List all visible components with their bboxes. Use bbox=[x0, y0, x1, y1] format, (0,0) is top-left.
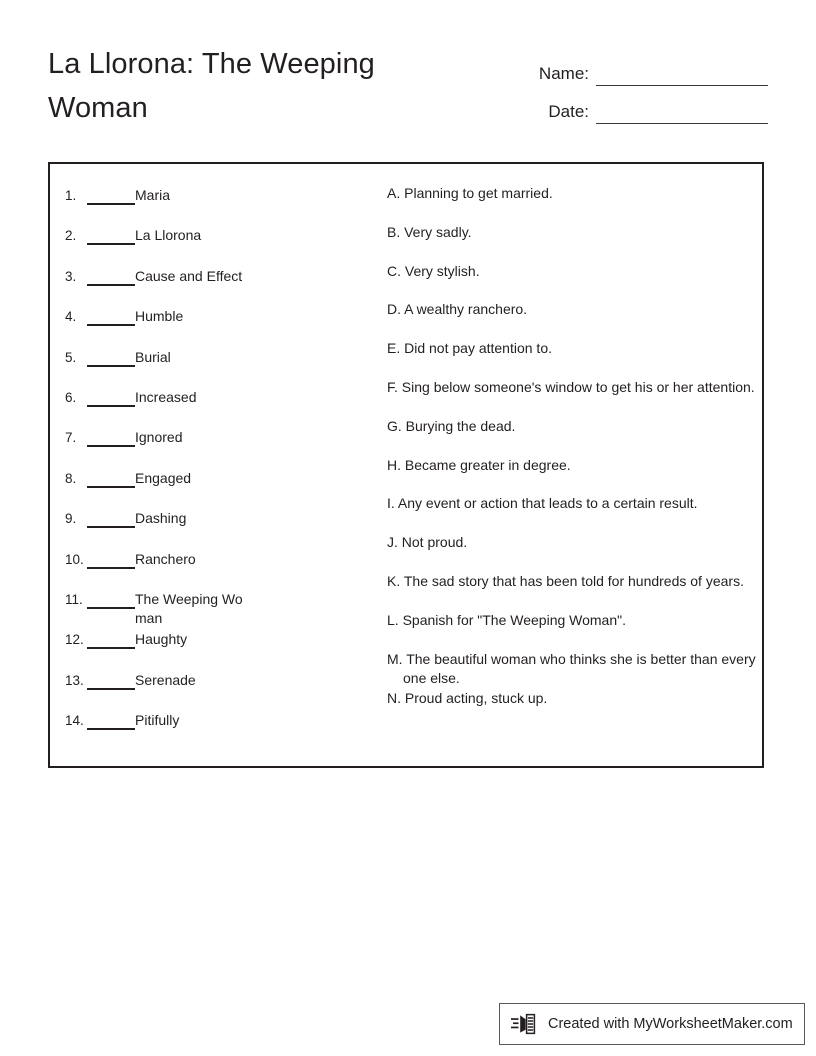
name-field-row bbox=[508, 48, 768, 86]
term-number: 11. bbox=[65, 591, 83, 607]
term-label: Burial bbox=[135, 348, 171, 365]
term-row bbox=[65, 709, 340, 749]
term-number: 9. bbox=[65, 511, 77, 527]
term-row bbox=[65, 346, 340, 386]
term-number: 2. bbox=[65, 228, 77, 244]
term-row bbox=[65, 628, 340, 668]
term-label: Humble bbox=[135, 308, 184, 325]
term-answer-blank[interactable] bbox=[87, 469, 135, 488]
term-answer-blank[interactable] bbox=[87, 267, 135, 286]
term-number: 1. bbox=[65, 188, 77, 203]
definition-row: G. Burying the dead. bbox=[387, 417, 516, 434]
term-number: 5. bbox=[65, 349, 77, 365]
term-number: 13. bbox=[65, 672, 84, 688]
date-input-line[interactable] bbox=[596, 103, 768, 124]
name-label: Name: bbox=[538, 64, 589, 83]
term-number: 7. bbox=[65, 430, 77, 446]
term-row bbox=[65, 386, 340, 426]
term-number: 14. bbox=[65, 713, 84, 729]
term-answer-blank[interactable] bbox=[87, 348, 135, 367]
term-label: Engaged bbox=[135, 469, 192, 486]
term-row bbox=[65, 265, 340, 305]
term-label: Ranchero bbox=[135, 550, 196, 567]
term-label: Cause and Effect bbox=[135, 267, 243, 284]
term-row bbox=[65, 548, 340, 588]
term-label: La Llorona bbox=[135, 227, 202, 244]
definition-row: D. A wealthy ranchero. bbox=[387, 301, 528, 318]
term-answer-blank[interactable] bbox=[87, 671, 135, 690]
term-label: Dashing bbox=[135, 510, 187, 527]
term-label: Increased bbox=[135, 388, 197, 405]
term-number: 6. bbox=[65, 389, 77, 405]
term-answer-blank[interactable] bbox=[87, 550, 135, 569]
definition-row: J. Not proud. bbox=[387, 534, 468, 551]
worksheet-header bbox=[0, 0, 816, 150]
page-title: La Llorona: The Weeping Woman bbox=[48, 48, 375, 124]
definition-row: M. The beautiful woman who thinks she is better than everyone else. bbox=[387, 650, 756, 687]
term-answer-blank[interactable] bbox=[87, 590, 135, 609]
term-row bbox=[65, 224, 340, 264]
term-number: 3. bbox=[65, 268, 77, 284]
date-label: Date: bbox=[548, 102, 589, 121]
definition-row: N. Proud acting, stuck up. bbox=[387, 689, 548, 706]
term-answer-blank[interactable] bbox=[87, 226, 135, 245]
term-row bbox=[65, 426, 340, 466]
definition-row: A. Planning to get married. bbox=[387, 185, 553, 201]
definitions-column bbox=[387, 184, 757, 727]
term-row bbox=[65, 305, 340, 345]
term-number: 8. bbox=[65, 470, 77, 486]
worksheet-maker-logo-icon bbox=[511, 1012, 541, 1036]
term-answer-blank[interactable] bbox=[87, 509, 135, 528]
term-label: Serenade bbox=[135, 671, 196, 688]
term-number: 10. bbox=[65, 551, 84, 567]
term-row bbox=[65, 588, 340, 628]
student-info-fields bbox=[508, 48, 768, 124]
term-answer-blank[interactable] bbox=[87, 630, 135, 649]
attribution-text: Created with MyWorksheetMaker.com bbox=[548, 1016, 793, 1032]
term-label: Pitifully bbox=[135, 712, 180, 729]
definition-row: F. Sing below someone's window to get his or her attention. bbox=[387, 378, 755, 395]
term-answer-blank[interactable] bbox=[87, 428, 135, 447]
definition-row: E. Did not pay attention to. bbox=[387, 340, 552, 357]
term-number: 4. bbox=[65, 309, 77, 325]
definition-row: C. Very stylish. bbox=[387, 262, 480, 279]
definition-row: L. Spanish for "The Weeping Woman". bbox=[387, 611, 626, 628]
definition-row: I. Any event or action that leads to a certain result. bbox=[387, 495, 698, 512]
term-label: Maria bbox=[135, 187, 171, 203]
term-row bbox=[65, 184, 340, 224]
attribution-badge[interactable] bbox=[499, 1003, 805, 1045]
term-answer-blank[interactable] bbox=[87, 711, 135, 730]
term-answer-blank[interactable] bbox=[87, 388, 135, 407]
definition-row: K. The sad story that has been told for hundreds of years. bbox=[387, 572, 744, 589]
name-input-line[interactable] bbox=[596, 65, 768, 86]
term-number: 12. bbox=[65, 632, 84, 648]
term-label: Haughty bbox=[135, 631, 188, 648]
date-field-row bbox=[508, 86, 768, 124]
term-answer-blank[interactable] bbox=[87, 307, 135, 326]
term-row bbox=[65, 669, 340, 709]
terms-column bbox=[65, 184, 340, 749]
term-row bbox=[65, 507, 340, 547]
matching-exercise-box bbox=[48, 162, 764, 768]
definition-row: H. Became greater in degree. bbox=[387, 456, 571, 473]
term-label: The Weeping Woman bbox=[135, 590, 243, 627]
term-answer-blank[interactable] bbox=[87, 186, 135, 205]
definition-row: B. Very sadly. bbox=[387, 223, 472, 240]
term-row bbox=[65, 467, 340, 507]
term-label: Ignored bbox=[135, 429, 183, 446]
